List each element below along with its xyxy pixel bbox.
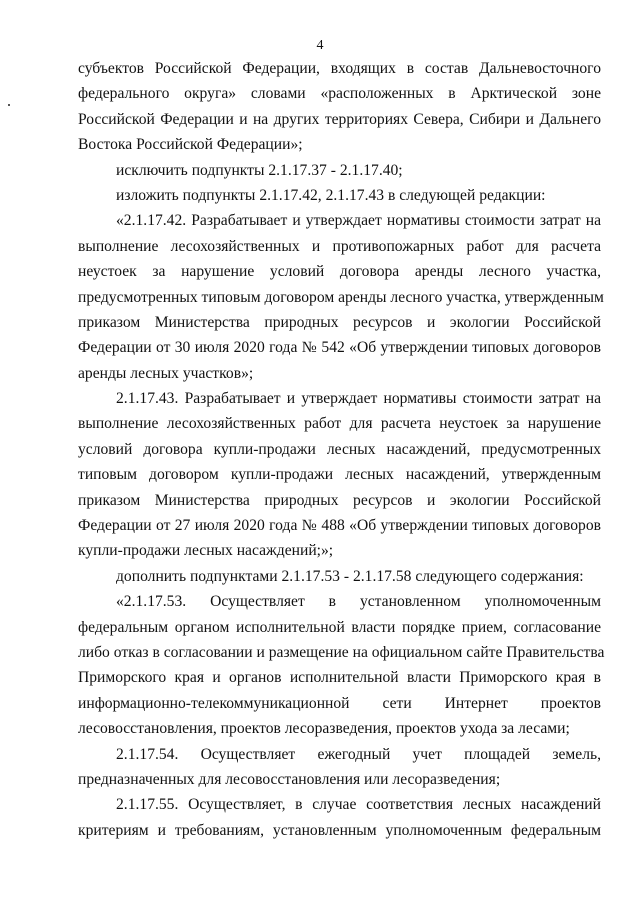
text-line: федерального округа» словами «расположенных в Арктической зоне: [78, 85, 601, 103]
text-line: Востока Российской Федерации»;: [78, 136, 303, 154]
text-line: «2.1.17.53. Осуществляет в установленном уполномоченным: [116, 593, 601, 611]
text-line: выполнение лесохозяйственных работ для расчета неустоек за нарушение: [78, 415, 601, 433]
text-line: предусмотренных типовым договором аренды лесного участка, утвержденным: [78, 288, 604, 306]
text-line: неустоек за нарушение условий договора аренды лесного участка,: [78, 263, 601, 281]
text-line: дополнить подпунктами 2.1.17.53 - 2.1.17.58 следующего содержания:: [116, 567, 584, 585]
text-line: типовым договором купли-продажи лесных насаждений, утвержденным: [78, 466, 601, 484]
text-line: Федерации от 30 июля 2020 года № 542 «Об утверждении типовых договоров: [78, 339, 601, 357]
text-line: 2.1.17.54. Осуществляет ежегодный учет площадей земель,: [116, 745, 601, 763]
page-number: 4: [316, 38, 324, 53]
text-line: Приморского края и органов исполнительной власти Приморского края в: [78, 669, 601, 687]
text-line: условий договора купли-продажи лесных насаждений, предусмотренных: [78, 440, 601, 458]
text-line: 2.1.17.43. Разрабатывает и утверждает нормативы стоимости затрат на: [116, 390, 601, 408]
text-line: Федерации от 27 июля 2020 года № 488 «Об утверждении типовых договоров: [78, 517, 601, 535]
text-line: федеральным органом исполнительной власти порядке прием, согласование: [78, 618, 601, 636]
text-line: Российской Федерации и на других территориях Севера, Сибири и Дальнего: [78, 110, 601, 128]
text-line: изложить подпункты 2.1.17.42, 2.1.17.43 в следующей редакции:: [116, 186, 546, 204]
text-line: предназначенных для лесовосстановления или лесоразведения;: [78, 770, 501, 788]
text-line: лесовосстановления, проектов лесоразведения, проектов ухода за лесами;: [78, 720, 570, 738]
text-line: критериям и требованиям, установленным уполномоченным федеральным: [78, 821, 601, 839]
text-line: 2.1.17.55. Осуществляет, в случае соответствия лесных насаждений: [116, 796, 601, 814]
text-line: аренды лесных участков»;: [78, 364, 254, 382]
text-line: субъектов Российской Федерации, входящих в состав Дальневосточного: [78, 60, 601, 77]
text-line: информационно-телекоммуникационной сети Интернет проектов: [78, 694, 601, 712]
text-line: купли-продажи лесных насаждений;»;: [78, 542, 334, 560]
document-body: [78, 56, 605, 843]
text-line: приказом Министерства природных ресурсов и экологии Российской: [78, 313, 601, 331]
text-line: выполнение лесохозяйственных и противопожарных работ для расчета: [78, 237, 601, 255]
text-line: либо отказ в согласовании и размещение на официальном сайте Правительства: [78, 643, 605, 661]
text-line: исключить подпункты 2.1.17.37 - 2.1.17.40;: [116, 161, 403, 179]
text-line: «2.1.17.42. Разрабатывает и утверждает нормативы стоимости затрат на: [116, 212, 601, 230]
margin-mark: [8, 104, 10, 106]
text-line: приказом Министерства природных ресурсов и экологии Российской: [78, 491, 601, 509]
